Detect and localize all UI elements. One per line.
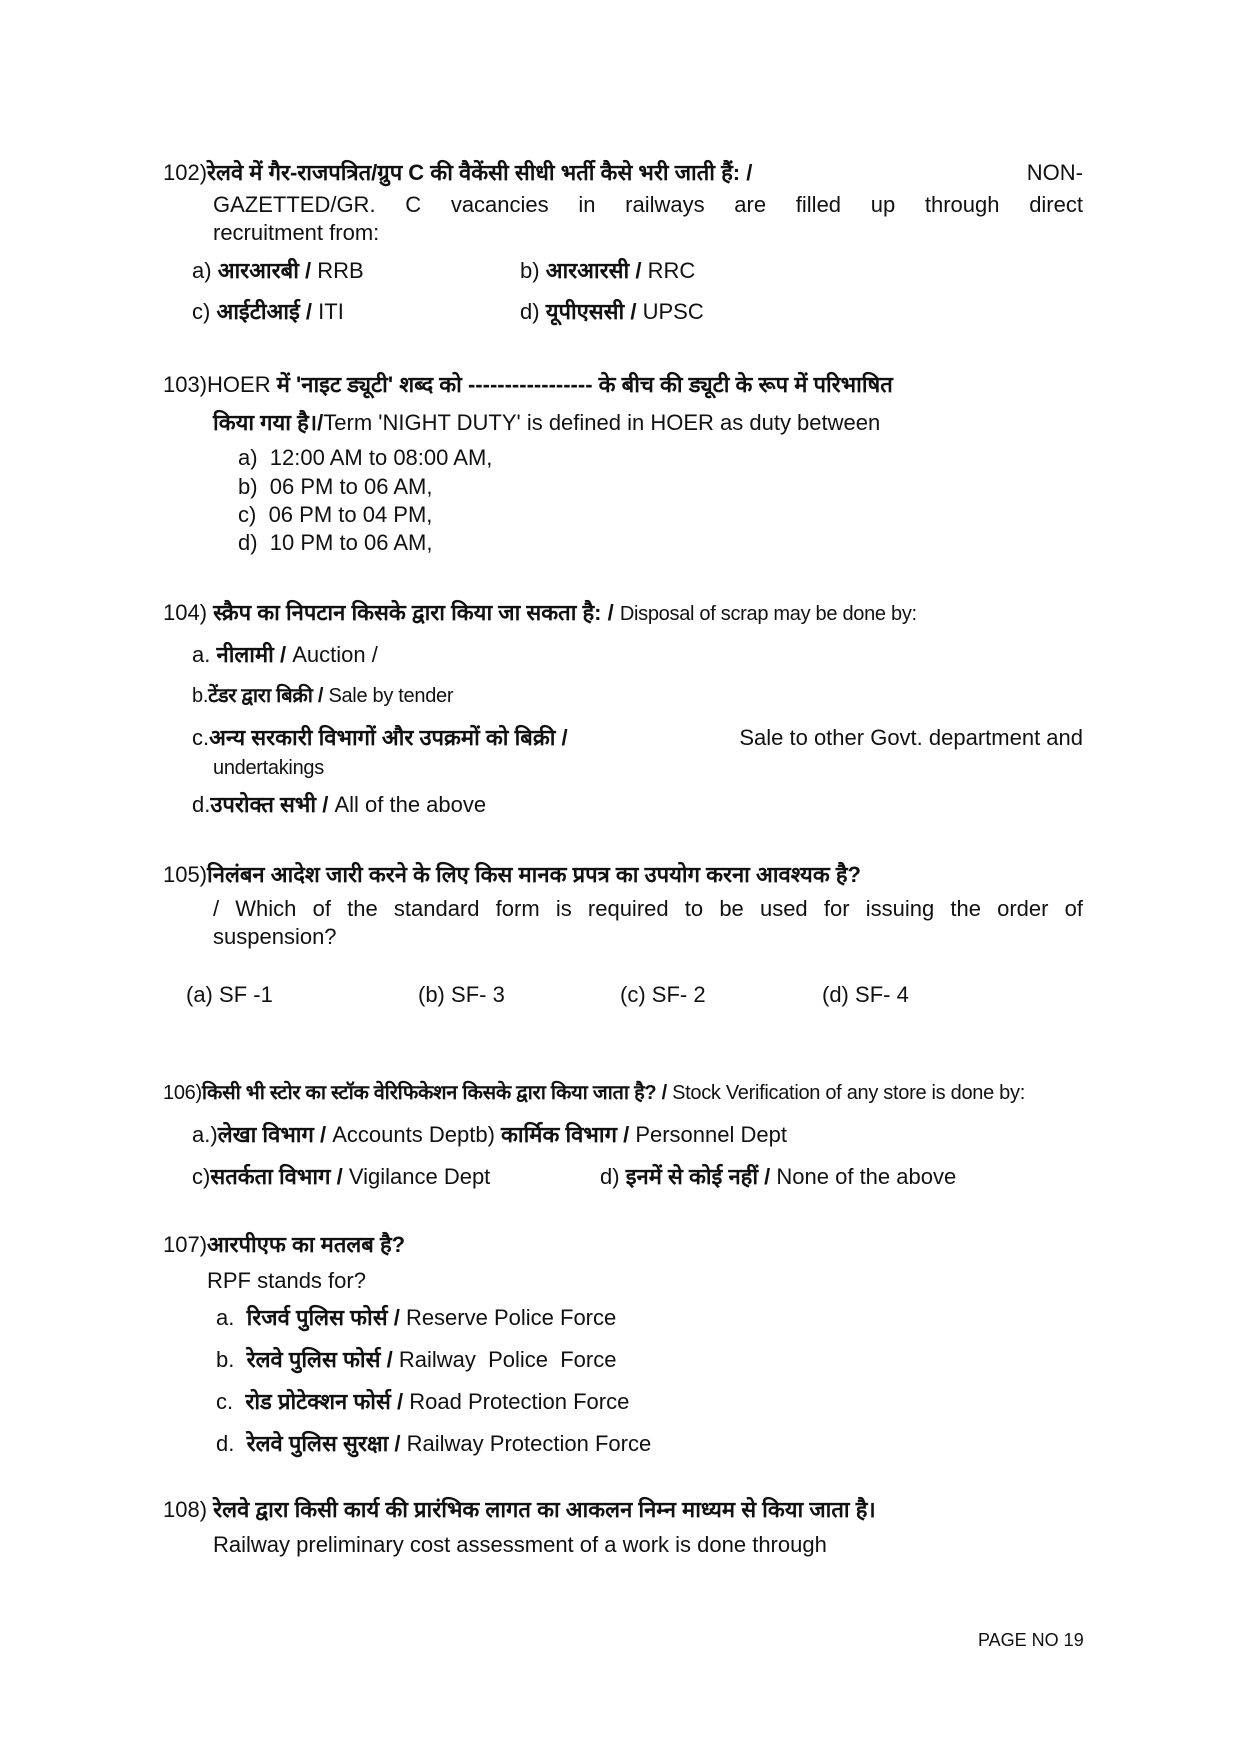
page-number: PAGE NO 19 xyxy=(978,1630,1084,1650)
english-text: Railway preliminary cost assessment of a work is done through xyxy=(213,1532,827,1557)
option-label: c. xyxy=(216,1389,234,1414)
hindi-text: उपरोक्त सभी / xyxy=(210,792,329,817)
english-text: Stock Verification of any store is done by: xyxy=(672,1082,1025,1104)
english-text: UPSC xyxy=(642,299,704,324)
hindi-text: किसी भी स्टोर का स्टॉक वेरिफिकेशन किसके द्वारा किया जाता है? / xyxy=(201,1082,667,1104)
option-label: d) xyxy=(238,530,258,555)
option-a xyxy=(192,258,364,284)
english-text: RRC xyxy=(647,258,696,283)
english-text: RRB xyxy=(317,258,364,283)
question-number: 107) xyxy=(163,1232,208,1257)
option-b xyxy=(418,982,505,1008)
english-text: Railway Protection Force xyxy=(406,1431,652,1456)
hindi-text: रेलवे पुलिस सुरक्षा / xyxy=(246,1431,401,1456)
option-label: a) xyxy=(192,258,212,283)
hindi-text: आरआरसी / xyxy=(545,258,642,283)
hindi-text: रेलवे में गैर-राजपत्रित/ग्रुप C की वैकेंसी सीधी भर्ती कैसे भरी जाती हैं: / xyxy=(207,160,753,185)
option-text: 12:00 AM to 08:00 AM, xyxy=(269,445,493,470)
option-b xyxy=(238,474,432,500)
option-b xyxy=(192,683,453,709)
hindi-text: रिजर्व पुलिस फोर्स / xyxy=(246,1305,400,1330)
question-text xyxy=(163,1232,405,1258)
option-c xyxy=(238,502,432,528)
english-text: NON- xyxy=(1026,160,1083,185)
option-text: 06 PM to 04 PM, xyxy=(268,502,433,527)
hindi-text: रेलवे द्वारा किसी कार्य की प्रारंभिक लागत का आकलन निम्न माध्यम से किया जाता है। xyxy=(213,1497,876,1522)
english-text: RPF stands for? xyxy=(207,1268,366,1293)
option-c xyxy=(216,1389,629,1415)
option-d xyxy=(520,299,704,325)
english-text: Disposal of scrap may be done by: xyxy=(619,603,917,625)
english-text: All of the above xyxy=(334,792,487,817)
english-text: undertakings xyxy=(213,757,324,779)
option-label: c) xyxy=(192,1164,211,1189)
question-text xyxy=(163,1080,1025,1106)
option-text: 06 PM to 06 AM, xyxy=(269,474,433,499)
option-label: (d) xyxy=(822,982,849,1007)
english-text: Accounts Dept xyxy=(332,1122,476,1147)
option-label: b. xyxy=(192,685,209,707)
english-text: Road Protection Force xyxy=(409,1389,630,1414)
hindi-text: आरआरबी / xyxy=(217,258,312,283)
english-text: suspension? xyxy=(213,924,337,949)
option-label: b. xyxy=(216,1347,235,1372)
question-text xyxy=(163,600,917,627)
english-text: recruitment from: xyxy=(213,220,380,245)
question-number: 103) xyxy=(163,372,208,397)
option-label: a. xyxy=(192,642,211,667)
option-label: d. xyxy=(216,1431,235,1456)
option-d xyxy=(822,982,909,1008)
option-b xyxy=(216,1347,616,1373)
english-text: Auction / xyxy=(292,642,378,667)
option-d xyxy=(238,530,432,556)
hindi-text: रेलवे पुलिस फोर्स / xyxy=(246,1347,393,1372)
question-text xyxy=(163,1497,876,1523)
english-text: None of the above xyxy=(776,1164,957,1189)
english-text: Term 'NIGHT DUTY' is defined in HOER as duty between xyxy=(323,410,881,435)
question-number: 105) xyxy=(163,862,208,887)
english-text: GAZETTED/GR. C vacancies in railways are filled up through direct xyxy=(213,192,1083,217)
option-label: (a) xyxy=(186,982,213,1007)
option-a xyxy=(186,982,273,1008)
option-label: (c) xyxy=(620,982,646,1007)
question-text xyxy=(163,372,893,398)
question-number: 102) xyxy=(163,160,208,185)
hindi-text: इनमें से कोई नहीं / xyxy=(625,1164,771,1189)
hindi-text: रोड प्रोटेक्शन फोर्स / xyxy=(245,1389,404,1414)
option-label: b) xyxy=(238,474,258,499)
hindi-text: अन्य सरकारी विभागों और उपक्रमों को बिक्री / xyxy=(209,725,568,750)
question-text xyxy=(163,862,861,888)
option-a xyxy=(216,1305,616,1331)
option-label: a. xyxy=(216,1305,235,1330)
option-text: 10 PM to 06 AM, xyxy=(269,530,433,555)
question-number: 104) xyxy=(163,600,208,625)
english-text: Vigilance Dept xyxy=(348,1164,491,1189)
english-text: / Which of the standard form is required to be used for issuing the order of xyxy=(213,896,1083,921)
option-text: SF -1 xyxy=(219,982,273,1007)
english-text: HOER xyxy=(207,372,271,397)
option-a xyxy=(192,642,378,668)
hindi-text: यूपीएससी / xyxy=(545,299,637,324)
option-c xyxy=(192,299,344,325)
option-label: c) xyxy=(238,502,257,527)
english-text: Reserve Police Force xyxy=(405,1305,617,1330)
english-text: Railway Police Force xyxy=(398,1347,617,1372)
option-label: c) xyxy=(192,299,211,324)
option-d xyxy=(216,1431,651,1457)
question-text xyxy=(213,410,880,436)
option-label: b) xyxy=(475,1122,495,1147)
english-text: Sale by tender xyxy=(328,685,454,707)
hindi-text: नीलामी / xyxy=(216,642,287,667)
question-number: 106) xyxy=(163,1082,202,1104)
hindi-text: आरपीएफ का मतलब है? xyxy=(207,1232,406,1257)
hindi-text: लेखा विभाग / xyxy=(217,1122,327,1147)
option-label: (b) xyxy=(418,982,445,1007)
option-label: d. xyxy=(192,792,211,817)
hindi-text: टेंडर द्वारा बिक्री / xyxy=(208,685,324,707)
english-text: ITI xyxy=(318,299,344,324)
question-text xyxy=(163,160,1083,186)
option-c xyxy=(192,1164,490,1190)
option-c xyxy=(192,725,1083,751)
option-label: a) xyxy=(238,445,258,470)
hindi-text: कार्मिक विभाग / xyxy=(501,1122,630,1147)
hindi-text: सतर्कता विभाग / xyxy=(210,1164,343,1189)
option-text: SF- 3 xyxy=(451,982,505,1007)
english-text: Personnel Dept xyxy=(635,1122,787,1147)
option-text: SF- 4 xyxy=(855,982,909,1007)
option-d xyxy=(192,792,486,818)
option-text: SF- 2 xyxy=(651,982,706,1007)
hindi-text: आईटीआई / xyxy=(216,299,313,324)
option-a-b xyxy=(192,1122,787,1148)
option-label: a.) xyxy=(192,1122,218,1147)
option-d xyxy=(600,1164,956,1190)
english-text: Sale to other Govt. department and xyxy=(739,725,1083,750)
option-label: d) xyxy=(600,1164,620,1189)
hindi-text: किया गया है।/ xyxy=(213,410,324,435)
option-label: d) xyxy=(520,299,540,324)
option-b xyxy=(520,258,695,284)
option-label: b) xyxy=(520,258,540,283)
option-label: c. xyxy=(192,725,210,750)
option-a xyxy=(238,445,492,471)
question-number: 108) xyxy=(163,1497,208,1522)
hindi-text: निलंबन आदेश जारी करने के लिए किस मानक प्रपत्र का उपयोग करना आवश्यक है? xyxy=(207,862,861,887)
hindi-text: स्क्रैप का निपटान किसके द्वारा किया जा सकता है: / xyxy=(213,600,614,625)
option-c xyxy=(620,982,706,1008)
hindi-text: में 'नाइट ड्यूटी' शब्द को ----------------- के बीच की ड्यूटी के रूप में परिभाषित xyxy=(276,372,893,397)
